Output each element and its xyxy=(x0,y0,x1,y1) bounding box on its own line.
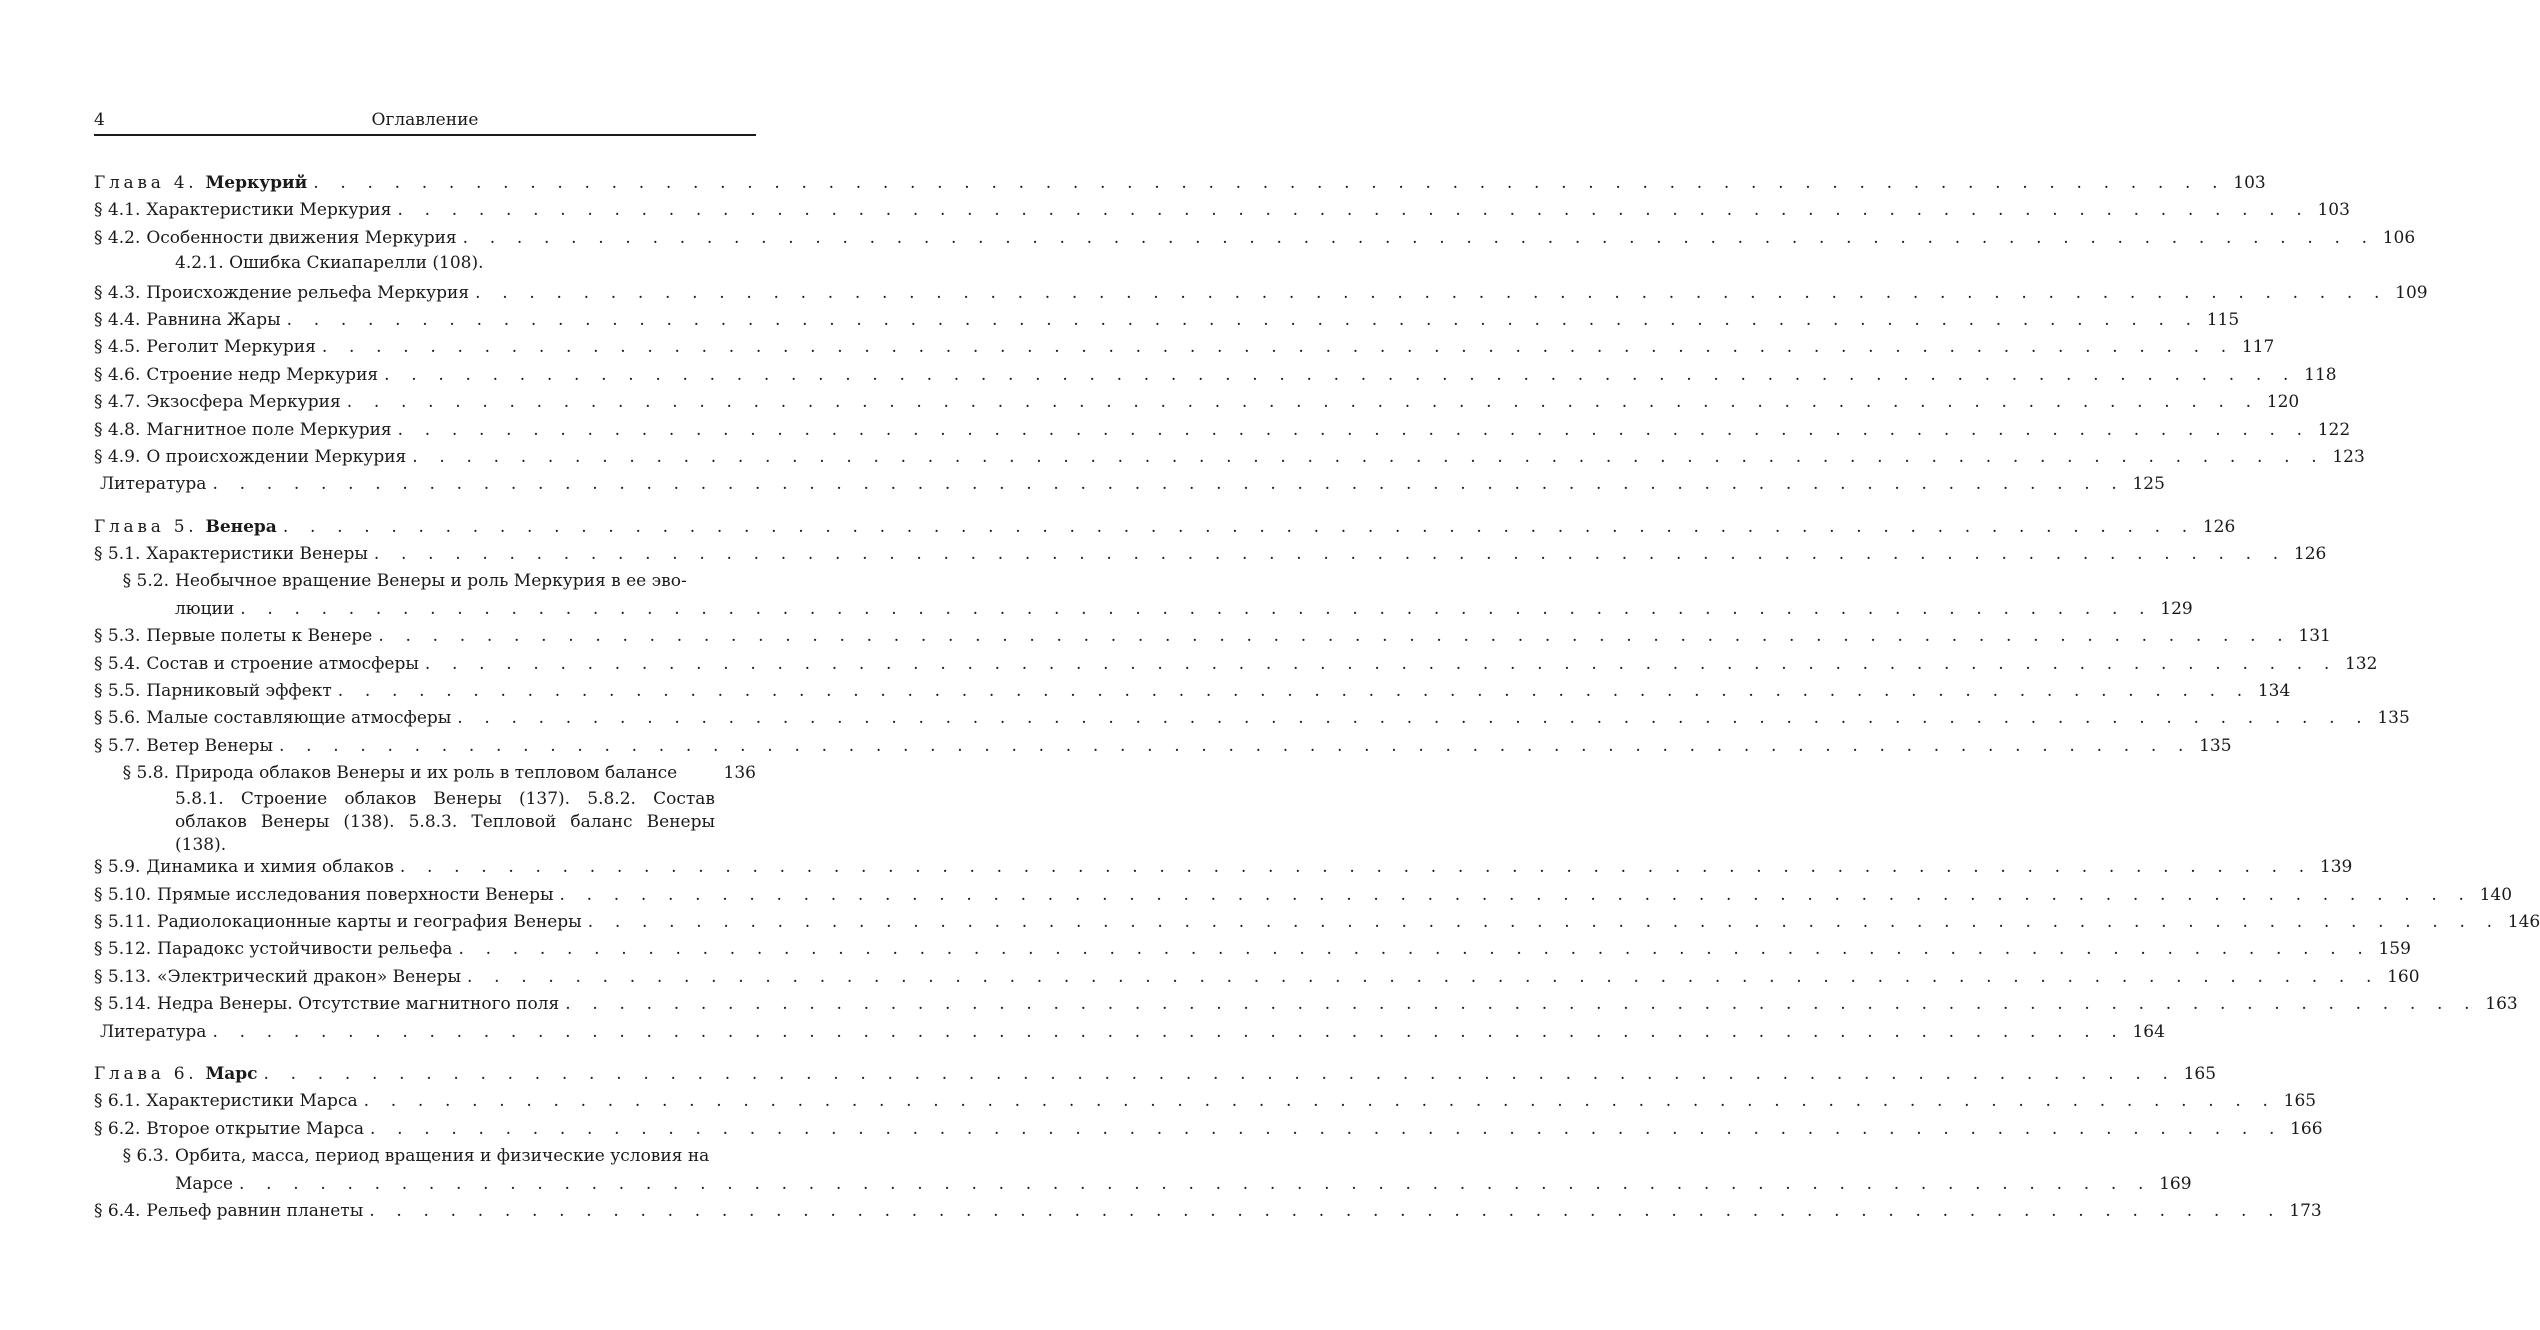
section-title: Ветер Венеры xyxy=(146,735,274,756)
section-number: § 5.5. xyxy=(94,681,141,702)
literature-entry[interactable] xyxy=(94,1019,2165,1046)
dot-leader: . . . . . . . . . . . . . . . . . . . . . . . . . . . . . . . . . . . . . . . . . . . . . . . . . . . . . . . . . . . . . . . . . . . . . . . xyxy=(559,884,2473,905)
page-ref: 163 xyxy=(2485,994,2518,1015)
dot-leader: . . . . . . . . . . . . . . . . . . . . . . . . . . . . . . . . . . . . . . . . . . . . . . . . . . . . . . . . . . . . . . . . . . . . . . . xyxy=(321,337,2235,358)
page-ref: 140 xyxy=(2479,884,2513,905)
toc-entry[interactable] xyxy=(94,1088,2317,1115)
dot-leader: . . . . . . . . . . . . . . . . . . . . . . . . . . . . . . . . . . . . . . . . . . . . . . . . . . . . . . . . . . . . . . . . . . . . . . . xyxy=(346,392,2260,413)
toc-entry[interactable] xyxy=(94,854,2353,881)
section-title: Парниковый эффект xyxy=(146,681,332,702)
section-number: § 6.2. xyxy=(94,1118,141,1139)
toc-entry[interactable] xyxy=(94,733,2232,760)
chapter-label: Глава 6. xyxy=(94,1063,198,1084)
dot-leader: . . . . . . . . . . . . . . . . . . . . . . . . . . . . . . . . . . . . . . . . . . . . . . . . . . . . . . . . . . . . . . . . . . . . . . . xyxy=(370,1118,2283,1139)
chapter-entry[interactable] xyxy=(94,170,2266,197)
section-title: Состав и строение атмосферы xyxy=(146,653,419,674)
page-ref: 165 xyxy=(2283,1091,2317,1112)
section-number: § 5.7. xyxy=(94,735,141,756)
page-ref: 169 xyxy=(2159,1173,2192,1194)
section-title: Характеристики Марса xyxy=(146,1091,358,1112)
dot-leader: . . . . . . . . . . . . . . . . . . . . . . . . . . . . . . . . . . . . . . . . . . . . . . . . . . . . . . . . . . . . . . . . . . . . . . . xyxy=(462,227,2376,248)
dot-leader: . . . . . . . . . . . . . . . . . . . . . . . . . . . . . . . . . . . . . . . . . . . . . . . . . . . . . . . . . . . . . . . . . . . . . . . xyxy=(457,708,2370,729)
page-ref: 126 xyxy=(2293,544,2327,565)
toc-entry[interactable] xyxy=(94,225,2416,280)
page-ref: 117 xyxy=(2241,337,2275,358)
toc-entry[interactable] xyxy=(94,678,2291,705)
chapter-entry[interactable] xyxy=(94,514,2236,541)
section-title: Экзосфера Меркурия xyxy=(146,392,341,413)
section-number: § 4.2. xyxy=(94,227,141,248)
chapter-label: Глава 5. xyxy=(94,516,198,537)
dot-leader: . . . . . . . . . . . . . . . . . . . . . . . . . . . . . . . . . . . . . . . . . . . . . . . . . . . . . . . . . . . . . . . . . . . . . . . xyxy=(363,1091,2277,1112)
section-number: § 4.7. xyxy=(94,392,141,413)
section-number: § 5.3. xyxy=(94,626,141,647)
page-ref: 159 xyxy=(2378,939,2411,960)
dot-leader: . . . . . . . . . . . . . . . . . . . . . . . . . . . . . . . . . . . . . . . . . . . . . . . . . . . . . . . . . . . . . . . . . . . . . . . xyxy=(313,173,2226,193)
section-title-continued: Марсе xyxy=(175,1173,234,1194)
section-number: § 4.8. xyxy=(94,419,141,440)
page-ref: 160 xyxy=(2387,966,2420,987)
dot-leader: . . . . . . . . . . . . . . . . . . . . . . . . . . . . . . . . . . . . . . . . . . . . . . . . . . . . . . . . . . . . . . . . . . . . . . . xyxy=(286,309,2200,330)
section-title: Строение недр Меркурия xyxy=(146,364,379,385)
dot-leader: . . . . . . . . . . . . . . . . . . . . . . . . . . . . . . . . . . . . . . . . . . . . . . . . . . . . . . . . . . . . . . . . . . . . . . . xyxy=(373,544,2287,565)
page-ref: 123 xyxy=(2332,446,2365,467)
section-number: § 5.8. xyxy=(122,763,169,784)
section-title: Характеристики Венеры xyxy=(146,544,368,565)
section-number: § 4.6. xyxy=(94,364,141,385)
section-title: Происхождение рельефа Меркурия xyxy=(146,282,470,303)
dot-leader: . . . . . . . . . . . . . . . . . . . . . . . . . . . . . . . . . . . . . . . . . . . . . . . . . . . . . . . . . . . . . . . . . . . . . . . xyxy=(412,446,2325,467)
section-title: Рельеф равнин планеты xyxy=(146,1200,364,1221)
page-ref: 103 xyxy=(2233,173,2266,193)
toc-entry[interactable] xyxy=(94,964,2420,991)
section-title: Второе открытие Марса xyxy=(146,1118,365,1139)
dot-leader: . . . . . . . . . . . . . . . . . . . . . . . . . . . . . . . . . . . . . . . . . . . . . . . . . . . . . . . . . . . . . . . . . . . . . . . xyxy=(467,966,2380,987)
literature-entry[interactable] xyxy=(94,471,2165,498)
section-title: Малые составляющие атмосферы xyxy=(146,708,452,729)
section-number: § 4.5. xyxy=(94,337,141,358)
page-ref: 135 xyxy=(2377,708,2410,729)
section-title-continued: люции xyxy=(175,598,235,619)
toc-entry[interactable] xyxy=(94,1198,2322,1225)
dot-leader: . . . . . . . . . . . . . . . . . . . . . . . . . . . . . . . . . . . . . . . . . . . . . . . . . . . . . . . . . . . . . . . . . . . . . . . xyxy=(212,474,2125,495)
section-title: Прямые исследования поверхности Венеры xyxy=(157,884,554,905)
chapter-title: Венера xyxy=(205,516,277,537)
page-ref: 118 xyxy=(2304,364,2337,385)
chapter-label: Глава 4. xyxy=(94,173,198,193)
page-ref: 166 xyxy=(2290,1118,2323,1139)
page-ref: 164 xyxy=(2132,1021,2165,1042)
dot-leader: . . . . . . . . . . . . . . . . . . . . . . . . . . . . . . . . . . . . . . . . . . . . . . . . . . . . . . . . . . . . . . . . . . . . . . . xyxy=(212,1021,2125,1042)
section-number: § 5.6. xyxy=(94,708,141,729)
page-ref: 134 xyxy=(2257,681,2291,702)
section-title: Необычное вращение Венеры и роль Меркурия в ее эво- xyxy=(175,571,687,592)
dot-leader: . . . . . . . . . . . . . . . . . . . . . . . . . . . . . . . . . . . . . . . . . . . . . . . . . . . . . . . . . . . . . . . . . . . . . . . xyxy=(239,1173,2152,1194)
page-ref: 135 xyxy=(2199,735,2232,756)
page-ref: 132 xyxy=(2344,653,2378,674)
section-number: § 5.2. xyxy=(122,571,169,592)
section-number: § 5.11. xyxy=(94,912,152,933)
section-number: § 5.4. xyxy=(94,653,141,674)
section-number: § 6.3. xyxy=(122,1146,169,1167)
dot-leader: . . . . . . . . . . . . . . . . . . . . . . . . . . . . . . . . . . . . . . . . . . . . . . . . . . . . . . . . . . . . . . . . . . . . . . . xyxy=(369,1200,2282,1221)
section-title: Особенности движения Меркурия xyxy=(146,227,457,248)
page-ref: 146 xyxy=(2507,912,2540,933)
section-title: Магнитное поле Меркурия xyxy=(146,419,392,440)
literature-title: Литература xyxy=(100,474,207,495)
section-number: § 5.10. xyxy=(94,884,152,905)
toc-entry[interactable] xyxy=(94,623,2331,650)
section-title: Первые полеты к Венере xyxy=(146,626,373,647)
dot-leader: . . . . . . . . . . . . . . . . . . . . . . . . . . . . . . . . . . . . . . . . . . . . . . . . . . . . . . . . . . . . . . . . . . . . . . . xyxy=(475,282,2388,303)
dot-leader: . . . . . . . . . . . . . . . . . . . . . . . . . . . . . . . . . . . . . . . . . . . . . . . . . . . . . . . . . . . . . . . . . . . . . . . xyxy=(587,912,2501,933)
toc-entry[interactable] xyxy=(94,389,2300,416)
toc-entry[interactable] xyxy=(94,909,2540,936)
dot-leader: . . . . . . . . . . . . . . . . . . . . . . . . . . . . . . . . . . . . . . . . . . . . . . . . . . . . . . . . . . . . . . . . . . . . . . . xyxy=(282,516,2196,537)
dot-leader: . . . . . . . . . . . . . . . . . . . . . . . . . . . . . . . . . . . . . . . . . . . . . . . . . . . . . . . . . . . . . . . . . . . . . . . xyxy=(384,364,2297,385)
section-number: § 4.1. xyxy=(94,200,141,221)
page-ref: 109 xyxy=(2395,282,2428,303)
dot-leader: . . . . . . . . . . . . . . . . . . . . . . . . . . . . . . . . . . . . . . . . . . . . . . . . . . . . . . . . . . . . . . . . . . . . . . . xyxy=(397,419,2311,440)
literature-title: Литература xyxy=(100,1021,207,1042)
section-number: § 6.1. xyxy=(94,1091,141,1112)
section-number: § 4.4. xyxy=(94,309,141,330)
chapter-gap xyxy=(94,1046,756,1061)
dot-leader: . . . . . . . . . . . . . . . . . . . . . . . . . . . . . . . . . . . . . . . . . . . . . . . . . . . . . . . . . . . . . . . . . . . . . . . xyxy=(399,857,2313,878)
running-head xyxy=(94,110,756,136)
dot-leader: . . . . . . . . . . . . . . . . . . . . . . . . . . . . . . . . . . . . . . . . . . . . . . . . . . . . . . . . . . . . . . . . . . . . . . . xyxy=(565,994,2478,1015)
toc-entry[interactable] xyxy=(94,417,2351,444)
page-ref: 131 xyxy=(2298,626,2331,647)
page-ref: 120 xyxy=(2266,392,2300,413)
toc-entry[interactable] xyxy=(94,444,2365,471)
page-number: 4 xyxy=(94,110,105,130)
section-number: § 6.4. xyxy=(94,1200,141,1221)
toc-entry[interactable] xyxy=(94,1143,2192,1198)
section-number: § 5.14. xyxy=(94,994,152,1015)
section-title: Радиолокационные карты и география Венеры xyxy=(157,912,582,933)
toc-entry[interactable] xyxy=(94,541,2327,568)
section-number: § 5.9. xyxy=(94,857,141,878)
section-title: Природа облаков Венеры и их роль в тепловом балансе xyxy=(175,763,678,784)
toc-entry[interactable] xyxy=(94,362,2337,389)
section-title: Характеристики Меркурия xyxy=(146,200,392,221)
section-number: § 5.12. xyxy=(94,939,152,960)
section-number: § 5.13. xyxy=(94,966,152,987)
toc-entry[interactable] xyxy=(94,936,2411,963)
toc-entry[interactable] xyxy=(94,307,2240,334)
dot-leader: . . . . . . . . . . . . . . . . . . . . . . . . . . . . . . . . . . . . . . . . . . . . . . . . . . . . . . . . . . . . . . . . . . . . . . . xyxy=(378,626,2291,647)
section-title: Реголит Меркурия xyxy=(146,337,316,358)
page-ref: 126 xyxy=(2202,516,2236,537)
toc-entry[interactable] xyxy=(94,991,2518,1018)
page-ref: 136 xyxy=(723,763,756,784)
section-title: «Электрический дракон» Венеры xyxy=(157,966,462,987)
running-title: Оглавление xyxy=(371,110,479,130)
section-number: § 4.3. xyxy=(94,282,141,303)
page-ref: 115 xyxy=(2206,309,2240,330)
page-ref: 122 xyxy=(2317,419,2351,440)
subsection-list: 5.8.1. Строение облаков Венеры (137). 5.8.2. Состав облаков Венеры (138). 5.8.3. Тепловой баланс Венеры (138). xyxy=(175,788,715,855)
page-ref: 165 xyxy=(2183,1063,2217,1084)
chapter-title: Меркурий xyxy=(205,173,308,193)
page-ref: 139 xyxy=(2319,857,2353,878)
dot-leader: . . . . . . . . . . . . . . . . . . . . . . . . . . . . . . . . . . . . . . . . . . . . . . . . . . . . . . . . . . . . . . . . . . . . . . . xyxy=(458,939,2371,960)
subsection-list: 4.2.1. Ошибка Скиапарелли (108). xyxy=(175,253,484,274)
section-title: Равнина Жары xyxy=(146,309,281,330)
section-number: § 4.9. xyxy=(94,446,141,467)
section-title: Недра Венеры. Отсутствие магнитного поля xyxy=(157,994,560,1015)
dot-leader: . . . . . . . . . . . . . . . . . . . . . . . . . . . . . . . . . . . . . . . . . . . . . . . . . . . . . . . . . . . . . . . . . . . . . . . xyxy=(279,735,2192,756)
chapter-title: Марс xyxy=(205,1063,258,1084)
section-title: О происхождении Меркурия xyxy=(146,446,407,467)
toc-entry[interactable] xyxy=(94,280,2428,307)
toc-entry[interactable] xyxy=(94,197,2350,224)
toc-entry[interactable] xyxy=(94,1116,2323,1143)
table-of-contents xyxy=(94,170,2540,1225)
dot-leader: . . . . . . . . . . . . . . . . . . . . . . . . . . . . . . . . . . . . . . . . . . . . . . . . . . . . . . . . . . . . . . . . . . . . . . . xyxy=(397,200,2310,221)
page-ref: 106 xyxy=(2382,227,2416,248)
toc-entry[interactable] xyxy=(94,760,756,854)
dot-leader: . . . . . . . . . . . . . . . . . . . . . . . . . . . . . . . . . . . . . . . . . . . . . . . . . . . . . . . . . . . . . . . . . . . . . . . xyxy=(337,681,2251,702)
section-title: Динамика и химия облаков xyxy=(146,857,394,878)
page-ref: 125 xyxy=(2132,474,2165,495)
chapter-gap xyxy=(94,499,756,514)
dot-leader: . . . . . . . . . . . . . . . . . . . . . . . . . . . . . . . . . . . . . . . . . . . . . . . . . . . . . . . . . . . . . . . . . . . . . . . xyxy=(263,1063,2177,1084)
section-title: Орбита, масса, период вращения и физические условия на xyxy=(175,1146,710,1167)
toc-entry[interactable] xyxy=(94,882,2513,909)
toc-entry[interactable] xyxy=(94,568,2193,623)
dot-leader: . . . . . . . . . . . . . . . . . . . . . . . . . . . . . . . . . . . . . . . . . . . . . . . . . . . . . . . . . . . . . . . . . . . . . . . xyxy=(240,598,2153,619)
section-title: Парадокс устойчивости рельефа xyxy=(157,939,453,960)
toc-entry[interactable] xyxy=(94,705,2410,732)
page-ref: 129 xyxy=(2160,598,2193,619)
section-number: § 5.1. xyxy=(94,544,141,565)
dot-leader: . . . . . . . . . . . . . . . . . . . . . . . . . . . . . . . . . . . . . . . . . . . . . . . . . . . . . . . . . . . . . . . . . . . . . . . xyxy=(424,653,2338,674)
page-ref: 173 xyxy=(2289,1200,2322,1221)
toc-entry[interactable] xyxy=(94,651,2378,678)
page-ref: 103 xyxy=(2317,200,2350,221)
toc-entry[interactable] xyxy=(94,334,2275,361)
chapter-entry[interactable] xyxy=(94,1061,2217,1088)
